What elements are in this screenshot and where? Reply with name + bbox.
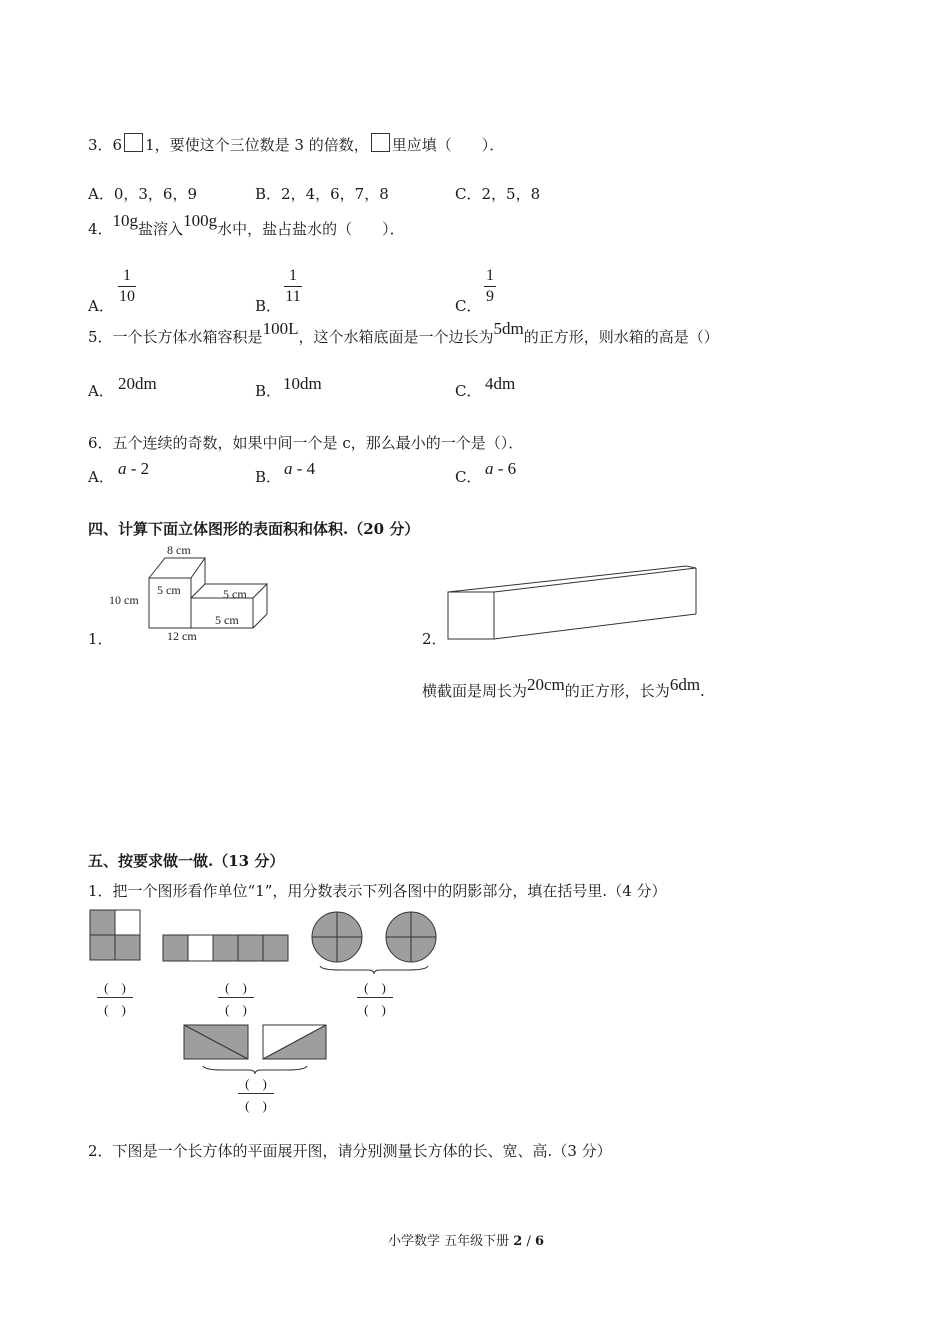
q3-stem [88,133,504,155]
fig2-perimeter: 20cm [527,675,565,694]
label-5cm-right-upper: 5 cm [223,587,247,601]
q5-text-2: ，这个水箱底面是一个边长为 [298,328,494,346]
q6-option-c-label: C． [455,468,482,486]
q3-number: 3． [88,136,113,154]
q5-text-1: 一个长方体水箱容积是 [112,328,263,346]
q4-value-1: 10g [112,211,139,230]
q3-digit-left: 6 [112,136,123,154]
q4-option-c-fraction: 1 9 [486,267,494,305]
q5-option-a: 20dm [118,374,157,393]
fig2-length: 6dm [669,675,701,694]
page-total: 6 [534,1234,545,1249]
q5-value-2: 5dm [493,319,524,338]
section5-heading: 五、按要求做一做.（13 分） [88,852,285,870]
q6-stem: 6．五个连续的奇数，如果中间一个是 c，那么最小的一个是（）． [88,434,524,452]
section5-q2: 2．下图是一个长方体的平面展开图，请分别测量长方体的长、宽、高.（3 分） [88,1142,612,1160]
q5-option-c-label: C． [455,382,482,400]
q4-stem [88,210,405,238]
q5-option-b: 10dm [283,374,322,393]
q3-option-c: C．2，5，8 [455,185,541,203]
shaded-two-circles [310,910,440,976]
q5-number: 5． [88,328,113,346]
q4-number: 4． [88,220,113,238]
q5-stem [88,318,719,346]
q4-option-b-label: B． [255,297,282,315]
q6-option-b: a - 4 [284,459,316,478]
q3-answer-box [371,133,390,152]
page-number: 2 [513,1234,523,1249]
label-12cm: 12 cm [167,629,197,643]
q4-value-2: 100g [183,211,218,230]
q6-option-a: a - 2 [118,459,150,478]
q3-option-a: A．0，3，6，9 [88,185,198,203]
q5-option-b-label: B． [255,382,282,400]
label-8cm: 8 cm [167,543,191,557]
q4-option-c-label: C． [455,297,482,315]
q5-value-1: 100L [262,319,299,338]
q3-digit-box [124,133,143,152]
section4-heading: 四、计算下面立体图形的表面积和体积.（20 分） [88,520,420,538]
q5-text-3: 的正方形，则水箱的高是（） [523,328,719,346]
shaded-strip-fifths [163,935,290,962]
fig2-number: 2． [422,630,447,648]
label-5cm-inner: 5 cm [157,583,181,597]
shaded-two-rectangles [183,1024,329,1076]
q4-option-b-fraction: 1 11 [285,267,301,305]
q3-option-b: B．2，4，6，7，8 [255,185,389,203]
label-5cm-right-lower: 5 cm [215,613,239,627]
footer-text: 小学数学 五年级下册 [388,1234,514,1249]
q3-text-tail: 里应填（ ）． [391,136,505,154]
fig2-caption: 横截面是周长为20cm的正方形，长为6dm. [422,675,705,700]
q6-option-b-label: B． [255,468,282,486]
q4-text-1: 盐溶入 [138,220,184,238]
page-footer: 小学数学 五年级下册 2 / 6 [388,1234,545,1249]
q4-option-a-label: A． [88,297,114,315]
stepped-solid-figure [105,542,265,647]
q3-text: 1，要使这个三位数是 3 的倍数， [145,136,369,154]
long-cuboid-figure [446,562,698,642]
q6-option-c: a - 6 [485,459,517,478]
section5-q1: 1．把一个图形看作单位“1”，用分数表示下列各图中的阴影部分，填在括号里.（4 分） [88,882,667,900]
label-10cm: 10 cm [109,593,139,607]
q6-option-a-label: A． [88,468,114,486]
answer-blank-4[interactable]: ( ) ( ) [234,1073,278,1114]
answer-blank-2[interactable]: ( ) ( ) [214,977,258,1018]
q4-option-a-fraction: 1 10 [119,267,135,305]
answer-blank-3[interactable]: ( ) ( ) [353,977,397,1018]
q5-option-c: 4dm [485,374,516,393]
shaded-square-quarters [90,910,142,962]
answer-blank-1[interactable]: ( ) ( ) [93,977,137,1018]
q4-text-2: 水中，盐占盐水的（ ）． [217,220,405,238]
fig1-number: 1． [88,630,113,648]
q5-option-a-label: A． [88,382,114,400]
